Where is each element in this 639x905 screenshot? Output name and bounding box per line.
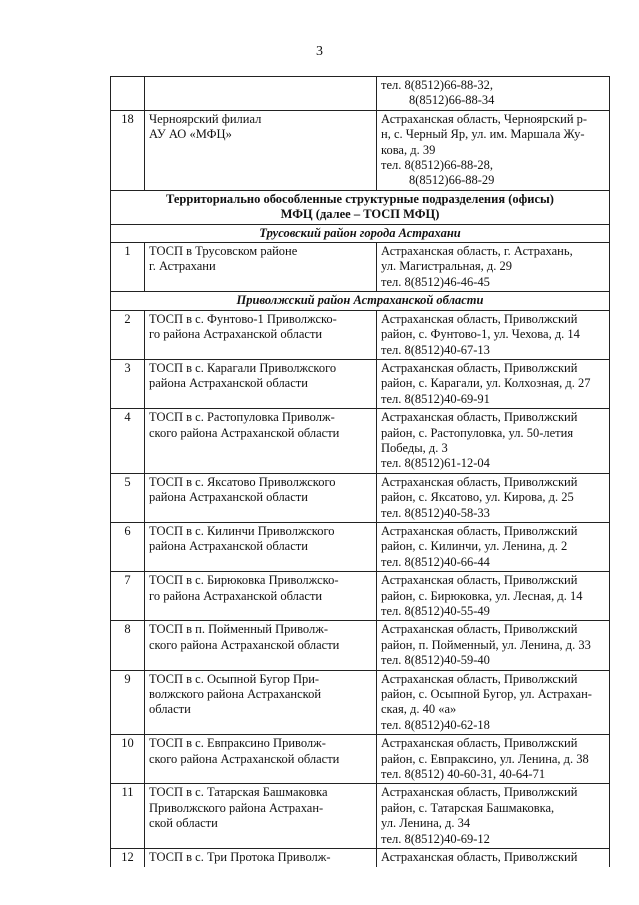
cell-line: Астраханская область, г. Астрахань, [381, 244, 573, 259]
cell-line: района Астраханской области [149, 539, 308, 554]
cell-line: тел. 8(8512)40-66-44 [381, 554, 490, 569]
offices-table [110, 76, 610, 867]
cell-line: ТОСП в с. Фунтово-1 Приволжско- [149, 311, 337, 326]
cell-line: Астраханская область, Приволжский [381, 850, 578, 865]
section-header-text: МФЦ (далее – ТОСП МФЦ) [280, 207, 440, 222]
cell-line: ского района Астраханской области [149, 425, 340, 440]
office-name [145, 359, 377, 408]
cell-line: АУ АО «МФЦ» [149, 127, 232, 142]
table-row [111, 409, 610, 474]
row-number: 12 [111, 849, 145, 867]
cell-line: тел. 8(8512)40-69-12 [381, 831, 490, 846]
cell-line: района Астраханской области [149, 376, 308, 391]
cell-line: го района Астраханской области [149, 588, 323, 603]
row-number: 1 [111, 243, 145, 292]
cell-line: район, с. Карагали, ул. Колхозная, д. 27 [381, 376, 591, 391]
cell-line: тел. 8(8512)40-67-13 [381, 342, 490, 357]
cell-line: Астраханская область, Приволжский [381, 523, 578, 538]
office-name [145, 473, 377, 522]
office-name [145, 110, 377, 190]
cell-line: Астраханская область, Приволжский [381, 573, 578, 588]
cell-line: тел. 8(8512)40-58-33 [381, 505, 490, 520]
cell-line: г. Астрахани [149, 259, 216, 274]
office-name [145, 409, 377, 474]
cell-line: ТОСП в с. Бирюковка Приволжско- [149, 573, 339, 588]
cell-line: го района Астраханской области [149, 327, 323, 342]
cell-line: ского района Астраханской области [149, 751, 340, 766]
office-address [377, 359, 610, 408]
office-name [145, 77, 377, 111]
table-row [111, 522, 610, 571]
cell-line: ТОСП в с. Три Протока Приволж- [149, 850, 331, 865]
office-address [377, 849, 610, 867]
table-row [111, 621, 610, 670]
cell-line: район, с. Татарская Башмаковка, [381, 800, 555, 815]
office-address [377, 409, 610, 474]
row-number: 3 [111, 359, 145, 408]
cell-line: Астраханская область, Приволжский [381, 474, 578, 489]
office-name [145, 784, 377, 849]
cell-line: тел. 8(8512)40-59-40 [381, 653, 490, 668]
cell-line: ская, д. 40 «а» [381, 702, 457, 717]
cell-line: н, с. Черный Яр, ул. им. Маршала Жу- [381, 127, 585, 142]
office-address [377, 473, 610, 522]
cell-line: район, с. Яксатово, ул. Кирова, д. 25 [381, 490, 574, 505]
cell-line: ТОСП в с. Растопуловка Приволж- [149, 410, 335, 425]
cell-line: ул. Ленина, д. 34 [381, 816, 471, 831]
section-header-text: Территориально обособленные структурные подразделения (офисы) [166, 191, 554, 206]
cell-line: район, с. Фунтово-1, ул. Чехова, д. 14 [381, 327, 580, 342]
section-header-cell [111, 190, 610, 224]
cell-line: тел. 8(8512)61-12-04 [381, 456, 490, 471]
cell-line: район, с. Растопуловка, ул. 50-летия [381, 425, 574, 440]
cell-line: тел. 8(8512)66-88-28, [381, 158, 494, 173]
cell-line: тел. 8(8512)40-62-18 [381, 717, 490, 732]
section-header [111, 190, 610, 224]
cell-line: ТОСП в с. Осыпной Бугор При- [149, 671, 320, 686]
table-row [111, 310, 610, 359]
table-row [111, 243, 610, 292]
cell-line: ской области [149, 816, 218, 831]
row-number: 10 [111, 735, 145, 784]
table-row [111, 849, 610, 867]
cell-line: тел. 8(8512)66-88-32, [381, 78, 494, 92]
office-address [377, 77, 610, 111]
continued-row [111, 77, 610, 111]
cell-line: кова, д. 39 [381, 142, 436, 157]
cell-line: Астраханская область, Приволжский [381, 360, 578, 375]
office-name [145, 849, 377, 867]
cell-line: Астраханская область, Приволжский [381, 785, 578, 800]
office-address [377, 735, 610, 784]
cell-line: тел. 8(8512)40-69-91 [381, 391, 490, 406]
cell-line: Астраханская область, Приволжский [381, 736, 578, 751]
row-number: 18 [111, 110, 145, 190]
offices-table-body [111, 77, 610, 867]
table-row [111, 735, 610, 784]
cell-line: 8(8512)66-88-34 [409, 93, 495, 108]
office-name [145, 735, 377, 784]
cell-line: район, с. Евпраксино, ул. Ленина, д. 38 [381, 751, 589, 766]
office-address [377, 784, 610, 849]
cell-line: ТОСП в п. Пойменный Приволж- [149, 622, 329, 637]
cell-line: Астраханская область, Приволжский [381, 622, 578, 637]
page-number: 3 [316, 44, 323, 59]
cell-line: района Астраханской области [149, 490, 308, 505]
cell-line: Приволжского района Астрахан- [149, 800, 324, 815]
office-address [377, 572, 610, 621]
table-row [111, 670, 610, 735]
office-address [377, 243, 610, 292]
cell-line: ТОСП в с. Татарская Башмаковка [149, 785, 328, 800]
office-name [145, 310, 377, 359]
cell-line: Астраханская область, Приволжский [381, 410, 578, 425]
cell-line: ТОСП в Трусовском районе [149, 244, 298, 259]
office-name [145, 572, 377, 621]
office-address [377, 310, 610, 359]
cell-line: район, п. Пойменный, ул. Ленина, д. 33 [381, 637, 591, 652]
cell-line: район, с. Килинчи, ул. Ленина, д. 2 [381, 539, 568, 554]
table-row [111, 572, 610, 621]
table-row [111, 784, 610, 849]
district-header-cell [111, 224, 610, 242]
cell-line: ТОСП в с. Килинчи Приволжского [149, 523, 335, 538]
cell-line: ТОСП в с. Карагали Приволжского [149, 360, 337, 375]
office-name [145, 243, 377, 292]
district-header-text: Трусовский район города Астрахани [259, 225, 461, 240]
cell-line: ТОСП в с. Яксатово Приволжского [149, 474, 336, 489]
district-header [111, 224, 610, 242]
office-name [145, 621, 377, 670]
row-number: 2 [111, 310, 145, 359]
cell-line: ского района Астраханской области [149, 637, 340, 652]
row-number: 5 [111, 473, 145, 522]
cell-line: 8(8512)66-88-29 [409, 173, 495, 188]
cell-line: Астраханская область, Приволжский [381, 311, 578, 326]
district-header-cell [111, 292, 610, 310]
row-number [111, 77, 145, 111]
office-address [377, 670, 610, 735]
cell-line: район, с. Бирюковка, ул. Лесная, д. 14 [381, 588, 583, 603]
branch-row [111, 110, 610, 190]
cell-line: Астраханская область, Приволжский [381, 671, 578, 686]
row-number: 6 [111, 522, 145, 571]
row-number: 7 [111, 572, 145, 621]
table-row [111, 359, 610, 408]
office-name [145, 670, 377, 735]
office-address [377, 522, 610, 571]
cell-line: тел. 8(8512)40-55-49 [381, 604, 490, 618]
row-number: 11 [111, 784, 145, 849]
cell-line: тел. 8(8512)46-46-45 [381, 274, 490, 289]
row-number: 8 [111, 621, 145, 670]
cell-line: ул. Магистральная, д. 29 [381, 259, 513, 274]
cell-line: ТОСП в с. Евпраксино Приволж- [149, 736, 326, 751]
district-header [111, 292, 610, 310]
office-address [377, 621, 610, 670]
cell-line: области [149, 702, 191, 717]
cell-line: Черноярский филиал [149, 111, 262, 126]
cell-line: тел. 8(8512) 40-60-31, 40-64-71 [381, 767, 546, 782]
cell-line: Астраханская область, Черноярский р- [381, 111, 588, 126]
office-name [145, 522, 377, 571]
cell-line: Победы, д. 3 [381, 440, 448, 455]
office-address [377, 110, 610, 190]
cell-line: район, с. Осыпной Бугор, ул. Астрахан- [381, 687, 592, 702]
row-number: 4 [111, 409, 145, 474]
row-number: 9 [111, 670, 145, 735]
table-row [111, 473, 610, 522]
cell-line: волжского района Астраханской [149, 687, 322, 702]
district-header-text: Приволжский район Астраханской области [236, 293, 484, 308]
